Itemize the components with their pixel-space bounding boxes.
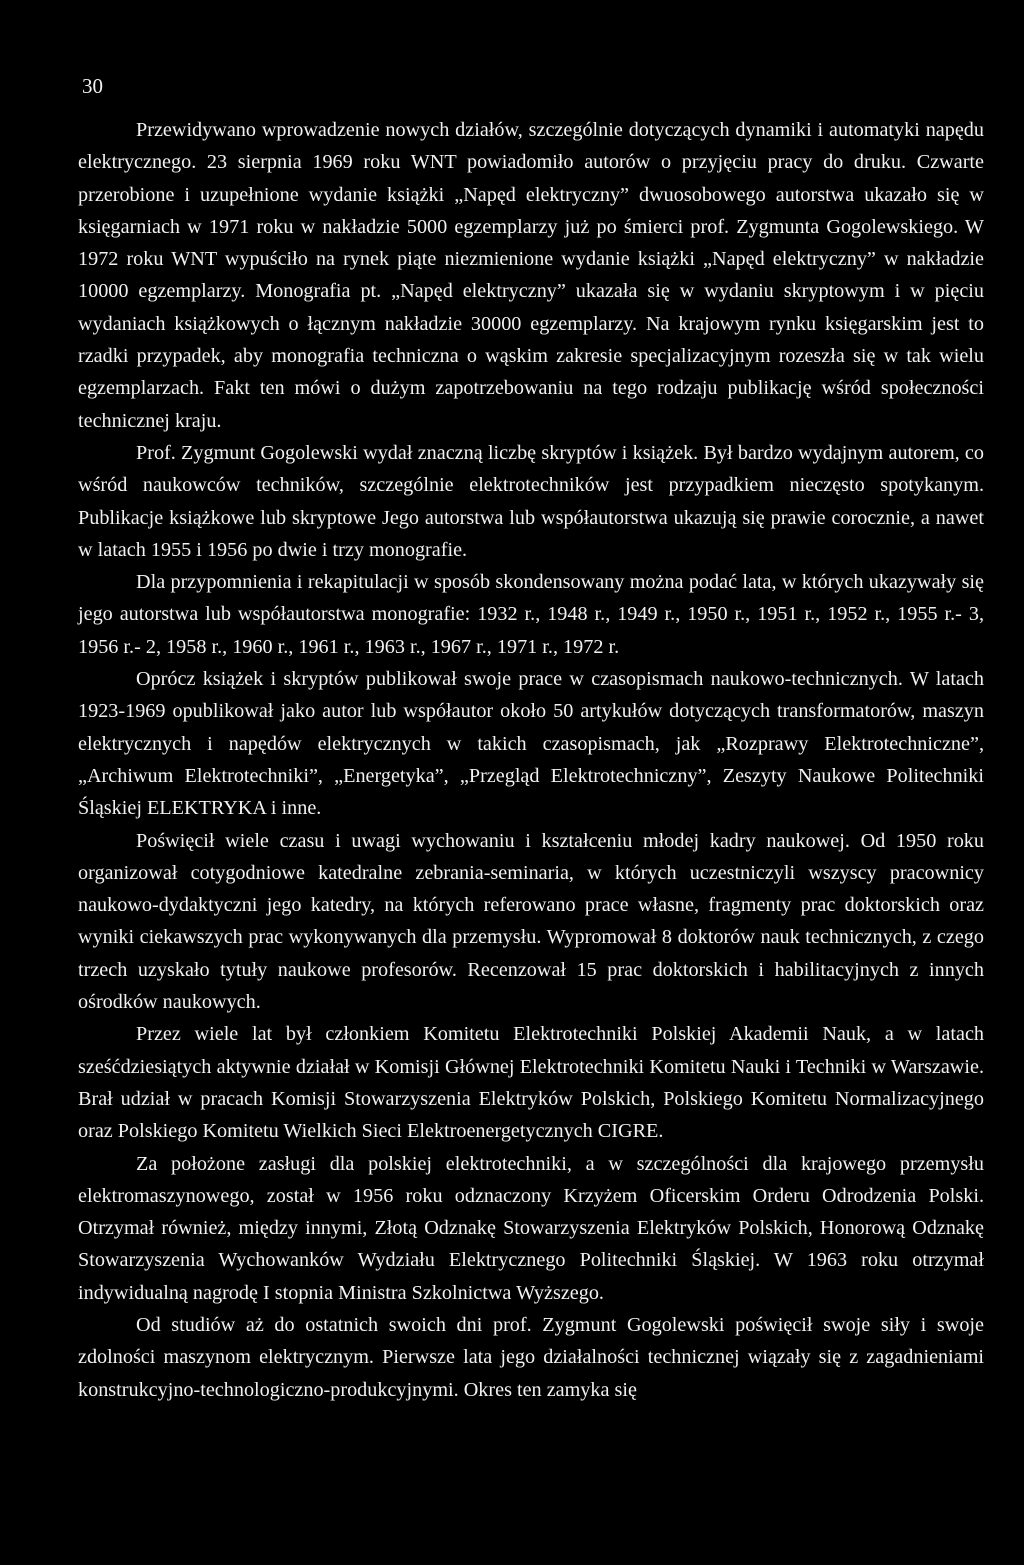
paragraph-journal-articles: Oprócz książek i skryptów publikował swoje prace w czasopismach naukowo-technicznych. W latach 1923-1969 opublikował jako autor lub współautor około 50 artykułów dotyczących transformatorów, maszyn elektrycznych i napędów elektrycznych w takich czasopismach, jak „Rozprawy Elektrotechniczne”, „Archiwum Elektrotechniki”, „Energetyka”, „Przegląd Elektrotechniczny”, Zeszyty Naukowe Politechniki Śląskiej ELEKTRYKA i inne. — [78, 668, 984, 820]
paragraph-teaching: Poświęcił wiele czasu i uwagi wychowaniu i kształceniu młodej kadry naukowej. Od 1950 roku organizował cotygodniowe katedralne zebrania-seminaria, w których uczestniczyli wszyscy pracownicy naukowo-dydaktyczni jego katedry, na których referowano prace własne, fragmenty prac doktorskich oraz wyniki ciekawszych prac wykonywanych dla przemysłu. Wypromował 8 doktorów nauk technicznych, z czego trzech uzyskało tytuły naukowe profesorów. Recenzował 15 prac doktorskich i habilitacyjnych z innych ośrodków naukowych. — [78, 829, 984, 1014]
page-number: 30 — [82, 74, 103, 98]
paragraph-scripts-and-books: Prof. Zygmunt Gogolewski wydał znaczną liczbę skryptów i książek. Był bardzo wydajnym autorem, co wśród naukowców techników, szczególnie elektrotechników jest przypadkiem nieczęsto spotykanym. Publikacje książkowe lub skryptowe Jego autorstwa lub współautorstwa ukazują się prawie corocznie, a nawet w latach 1955 i 1956 po dwie i trzy monografie. — [78, 441, 984, 561]
body-text — [78, 114, 984, 1406]
paragraph-monograph-years: Dla przypomnienia i rekapitulacji w sposób skondensowany można podać lata, w których ukazywały się jego autorstwa lub współautorstwa monografie: 1932 r., 1948 r., 1949 r., 1950 r., 1951 r., 1952 r., 1955 r.- 3, 1956 r.- 2, 1958 r., 1960 r., 1961 r., 1963 r., 1967 r., 1971 r., 1972 r. — [78, 571, 984, 658]
paragraph-publication-history: Przewidywano wprowadzenie nowych działów, szczególnie dotyczących dynamiki i automatyki napędu elektrycznego. 23 sierpnia 1969 roku WNT powiadomiło autorów o przyjęciu pracy do druku. Czwarte przerobione i uzupełnione wydanie książki „Napęd elektryczny” dwuosobowego autorstwa ukazało się w księgarniach w 1971 roku w nakładzie 5000 egzemplarzy już po śmierci prof. Zygmunta Gogolewskiego. W 1972 roku WNT wypuściło na rynek piąte niezmienione wydanie książki „Napęd elektryczny” w nakładzie 10000 egzemplarzy. Monografia pt. „Napęd elektryczny” ukazała się w wydaniu skryptowym i w pięciu wydaniach książkowych o łącznym nakładzie 30000 egzemplarzy. Na krajowym rynku księgarskim jest to rzadki przypadek, aby monografia techniczna o wąskim zakresie specjalizacyjnym rozeszła się w tak wielu egzemplarzach. Fakt ten mówi o dużym zapotrzebowaniu na tego rodzaju publikację wśród społeczności technicznej kraju. — [78, 119, 984, 432]
paragraph-career: Od studiów aż do ostatnich swoich dni prof. Zygmunt Gogolewski poświęcił swoje siły i swoje zdolności maszynom elektrycznym. Pierwsze lata jego działalności technicznej wiązały się z zagadnieniami konstrukcyjno-technologiczno-produkcyjnymi. Okres ten zamyka się — [78, 1313, 984, 1401]
paragraph-awards: Za położone zasługi dla polskiej elektrotechniki, a w szczególności dla krajowego przemysłu elektromaszynowego, został w 1956 roku odznaczony Krzyżem Oficerskim Orderu Odrodzenia Polski. Otrzymał również, między innymi, Złotą Odznakę Stowarzyszenia Elektryków Polskich, Honorową Odznakę Stowarzyszenia Wychowanków Wydziału Elektrycznego Politechniki Śląskiej. W 1963 roku otrzymał indywidualną nagrodę I stopnia Ministra Szkolnictwa Wyższego. — [78, 1152, 984, 1304]
paragraph-committees: Przez wiele lat był członkiem Komitetu Elektrotechniki Polskiej Akademii Nauk, a w latach sześćdziesiątych aktywnie działał w Komisji Głównej Elektrotechniki Komitetu Nauki i Techniki w Warszawie. Brał udział w pracach Komisji Stowarzyszenia Elektryków Polskich, Polskiego Komitetu Normalizacyjnego oraz Polskiego Komitetu Wielkich Sieci Elektroenergetycznych CIGRE. — [78, 1023, 984, 1143]
